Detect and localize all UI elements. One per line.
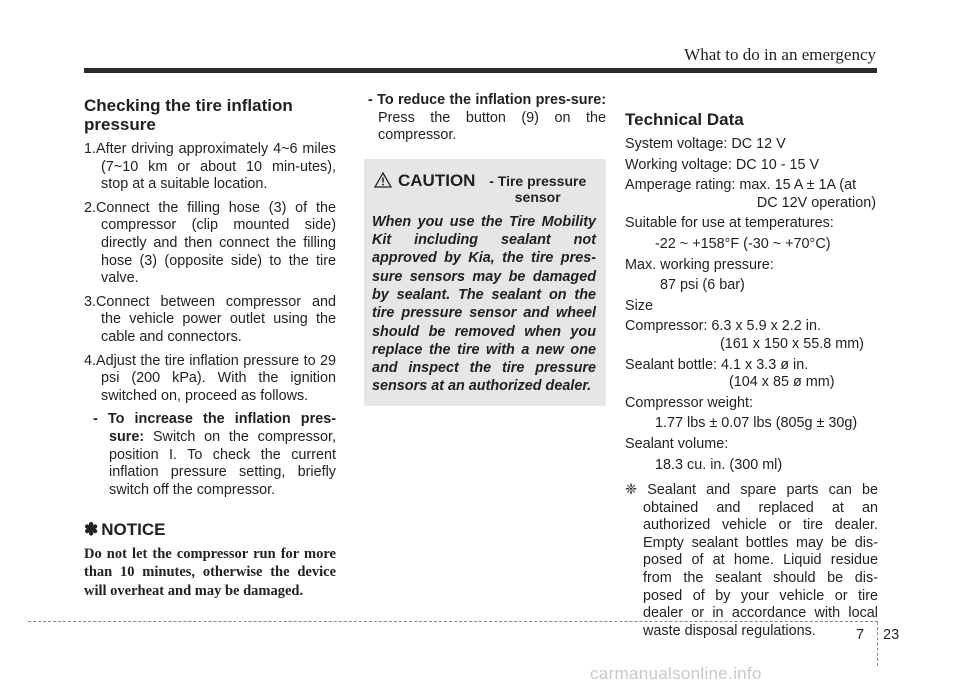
section-heading-technical-data: Technical Data [625, 110, 744, 129]
reduce-pressure-item [364, 92, 606, 145]
compressor-weight-label: Compressor weight: [625, 394, 753, 411]
caution-subtitle: - Tire pressure sensor [489, 172, 587, 205]
caution-word: CAUTION [398, 170, 476, 190]
working-voltage: Working voltage: DC 10 - 15 V [625, 156, 820, 173]
max-pressure-value: 87 psi (6 bar) [660, 277, 745, 294]
increase-pressure-item [84, 411, 336, 499]
reduce-pressure-text: Press the button (9) on the compressor. [378, 109, 606, 144]
notice-body: Do not let the compressor run for more than 10 minutes, otherwise the device will overheat and may be damaged. [84, 545, 336, 600]
column-left [84, 96, 336, 601]
step-4: 4.Adjust the tire inflation pressure to 29 psi (200 kPa). With the ignition switched on, proceed as follows. [84, 352, 336, 404]
step-2: 2.Connect the filling hose (3) of the compressor (clip mounted side) directly and then connect the filling hose (3) (opposite side) to the tire valve. [84, 199, 336, 287]
sealant-volume-label: Sealant volume: [625, 435, 729, 452]
notice-title: NOTICE [101, 520, 166, 540]
footer-divider [877, 622, 878, 666]
temperature-value: -22 ~ +158°F (-30 ~ +70°C) [655, 235, 831, 252]
sealant-volume-value: 18.3 cu. in. (300 ml) [655, 456, 783, 473]
sealant-bottle-size: Sealant bottle: 4.1 x 3.3 ø in. [625, 356, 809, 373]
max-pressure-label: Max. working pressure: [625, 256, 774, 273]
warning-triangle-icon [374, 172, 392, 188]
page-number: 23 [883, 627, 900, 643]
notice-heading [84, 521, 336, 539]
notice-star-icon: ✽ [84, 520, 99, 540]
watermark: carmanualsonline.info [590, 664, 762, 683]
temperature-label: Suitable for use at temperatures: [625, 215, 834, 232]
sealant-bottle-size-metric: (104 x 85 ø mm) [729, 374, 835, 391]
section-heading-inflation: Checking the tire inflation pressure [84, 96, 293, 134]
increase-pressure-text: Switch on the compressor, position I. To check the current inflation pressure setting, briefly switch off the compressor. [109, 428, 336, 498]
compressor-size-metric: (161 x 150 x 55.8 mm) [720, 335, 864, 352]
step-1: 1.After driving approximately 4~6 miles (7~10 km or about 10 min-utes), stop at a suitable location. [84, 141, 336, 193]
compressor-size: Compressor: 6.3 x 5.9 x 2.2 in. [625, 318, 821, 335]
column-right [625, 110, 878, 655]
amperage-rating: Amperage rating: max. 15 A ± 1A (at [625, 177, 857, 194]
footer-rule [28, 621, 878, 622]
amperage-rating-cont: DC 12V operation) [756, 194, 876, 211]
header-rule [84, 68, 877, 73]
compressor-weight-value: 1.77 lbs ± 0.07 lbs (805g ± 30g) [655, 415, 858, 432]
system-voltage: System voltage: DC 12 V [625, 136, 786, 152]
sealant-disposal-note: ❈ Sealant and spare parts can be obtained and replaced at an authorized vehicle or tire dealer. Empty sealant bottles may be dis-posed of at home. Liquid residue from the sealant should be dis-posed of by your vehicle or tire dealer or in accordance with local waste disposal regulations. [625, 482, 878, 639]
reduce-pressure-label: - To reduce the inflation pres-sure: [368, 92, 606, 108]
caution-text: When you use the Tire Mobility Kit including sealant not approved by Kia, the tire pres-sure sensors may be damaged by sealant. The sealant on the tire pressure sensor and wheel should be removed when you replace the tire with a new one and inspect the tire pressure sensors at an authorized dealer. [372, 213, 596, 395]
step-3: 3.Connect between compressor and the vehicle power outlet using the cable and connectors. [84, 293, 336, 345]
running-header-title: What to do in an emergency [684, 45, 876, 64]
caution-box [364, 159, 606, 406]
chapter-number: 7 [856, 627, 865, 643]
size-label: Size [625, 297, 653, 314]
increase-pressure-label: - To increase the inflation pres-sure: [93, 411, 336, 445]
column-middle [364, 92, 606, 406]
caution-header [372, 171, 596, 205]
